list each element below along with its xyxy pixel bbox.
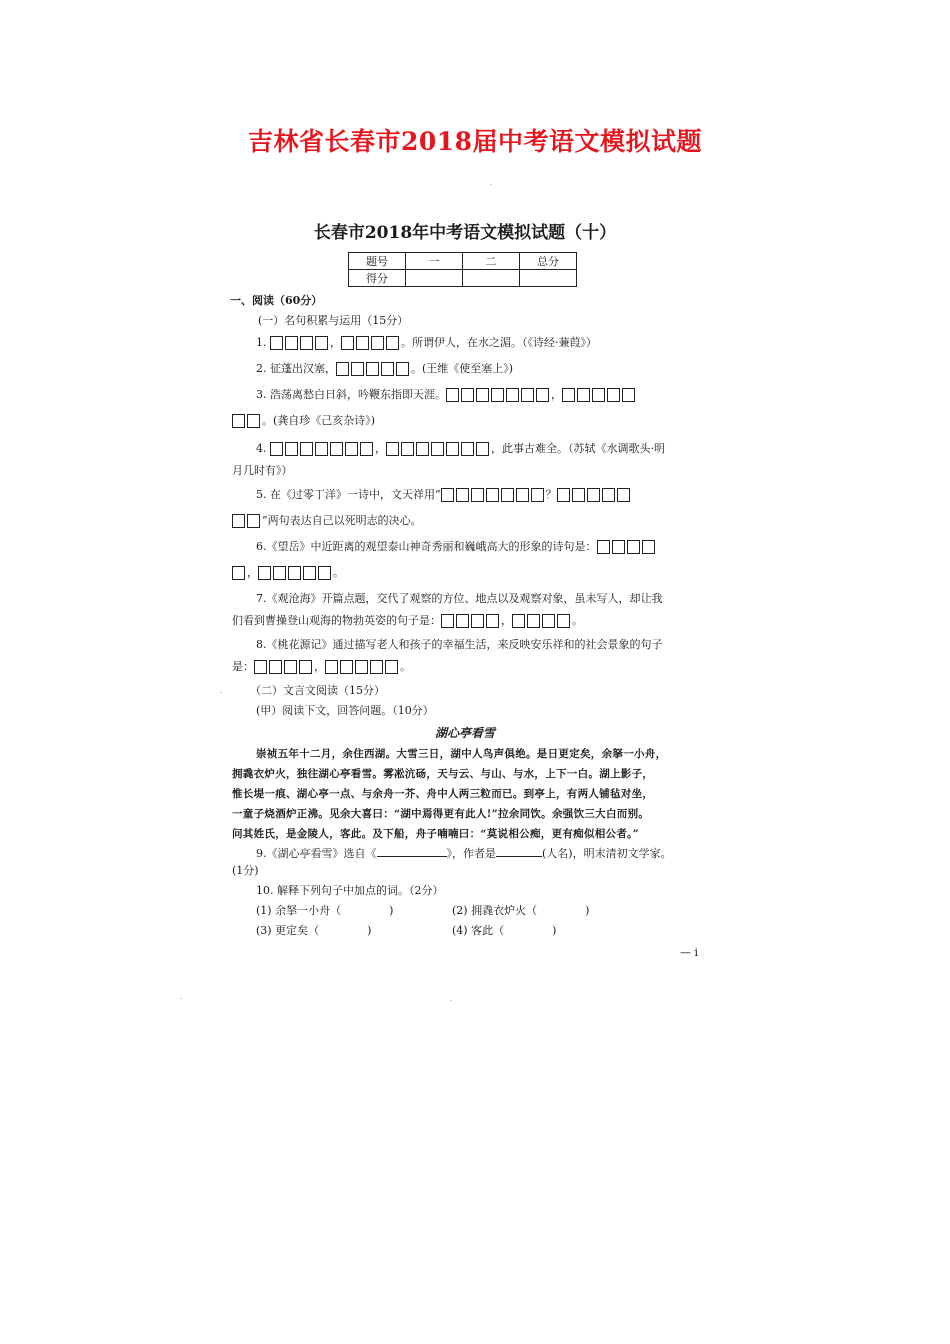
subsection-heading: （二）文言文阅读（15分） [250, 684, 385, 697]
item-text: ) [585, 904, 590, 917]
passage-line: 崇祯五年十二月，余住西湖。大雪三日，湖中人鸟声俱绝。是日更定矣，余拏一小舟， [256, 748, 667, 760]
question-10-item [452, 924, 556, 938]
item-text: ) [367, 924, 372, 937]
document-title: 吉林省长春市2018届中考语文模拟试题 [247, 127, 703, 156]
question-10-item [256, 904, 393, 918]
page-mark: — i [680, 946, 699, 959]
question-text: ，此事古难全。（苏轼《水调歌头·明 [491, 442, 665, 455]
question-text: 2. 征蓬出汉塞， [256, 362, 336, 375]
passage-line: 一童子烧酒炉正沸。见余大喜曰：“湖中焉得更有此人!”拉余同饮。余强饮三大白而别。 [232, 808, 650, 820]
question-9 [256, 846, 672, 861]
score-table-cell [463, 270, 520, 287]
score-table-cell [406, 270, 463, 287]
item-text: (3) 更定矣（ [256, 924, 320, 937]
scan-speck: · [220, 690, 222, 697]
question-6 [256, 540, 657, 554]
item-text: (1) 余拏一小舟（ [256, 904, 342, 917]
question-text: 是： [232, 660, 254, 673]
question-text: 。(王维《使至塞上》) [411, 362, 514, 375]
item-text: (2) 拥毳衣炉火（ [452, 904, 538, 917]
answer-blank[interactable] [377, 846, 447, 857]
question-text: 。(龚自珍《己亥杂诗》) [262, 414, 376, 427]
question-text: 9.《湖心亭看雪》选自《 [256, 847, 377, 860]
score-table-cell: 一 [406, 253, 463, 270]
question-8: 8.《桃花源记》通过描写老人和孩子的幸福生活，来反映安乐祥和的社会景象的句子 [256, 638, 663, 651]
score-table-cell: 二 [463, 253, 520, 270]
passage-line: 问其姓氏，是金陵人，客此。及下船，舟子喃喃曰：“莫说相公痴，更有痴似相公者。” [232, 828, 640, 840]
question-text: 们看到曹操登山观海的物勃英姿的句子是： [232, 614, 441, 627]
question-9-cont: (1分) [232, 864, 259, 877]
scan-speck: · [490, 182, 492, 189]
question-1: 1. ， 。所谓伊人，在水之湄。（《诗经·蒹葭》） [256, 336, 597, 349]
question-10: 10. 解释下列句子中加点的词。（2分） [256, 884, 444, 897]
question-2 [256, 362, 513, 376]
answer-blank[interactable] [496, 846, 542, 857]
score-table-cell: 得分 [349, 270, 406, 287]
passage-title: 湖心亭看雪 [434, 726, 495, 740]
passage-line: 拥毳衣炉火，独往湖心亭看雪。雾凇沆砀，天与云、与山、与水，上下一白。湖上影子， [232, 768, 654, 780]
question-text: 3. 浩荡离愁白日斜，吟鞭东指即天涯。 [256, 388, 446, 401]
question-10-item [452, 904, 589, 918]
subsection-heading: (甲）阅读下文，回答问题。（10分） [256, 704, 434, 717]
question-6-cont: ， 。 [232, 566, 344, 580]
exam-title: 长春市2018年中考语文模拟试题（十） [313, 223, 617, 243]
scanned-exam-page [180, 182, 760, 1010]
question-5: 5. 在《过零丁洋》一诗中，文天祥用“ ？ [256, 488, 632, 502]
scan-speck: · [450, 998, 452, 1005]
question-text: 。所谓伊人，在水之湄。（《诗经·蒹葭》） [401, 336, 597, 349]
question-4-cont: 月几时有》） [232, 464, 293, 477]
question-text: 5. 在《过零丁洋》一诗中，文天祥用“ [256, 488, 441, 501]
question-4: 4. ， ，此事古难全。（苏轼《水调歌头·明 [256, 442, 665, 455]
question-3: 3. 浩荡离愁白日斜，吟鞭东指即天涯。 ， [256, 388, 637, 402]
item-text: ) [389, 904, 394, 917]
question-number: 4. [256, 442, 267, 455]
question-7: 7.《观沧海》开篇点题，交代了观察的方位、地点以及观察对象，虽未写人，却让我 [256, 592, 663, 605]
scan-speck: · [180, 996, 182, 1003]
score-table [348, 252, 577, 287]
section-heading: 一、阅读（60分） [230, 294, 323, 307]
question-10-item [256, 924, 371, 938]
question-7-cont: 们看到曹操登山观海的物勃英姿的句子是： ， 。 [232, 614, 583, 627]
score-table-cell: 题号 [349, 253, 406, 270]
question-5-cont [232, 514, 422, 528]
question-text: 6.《望岳》中近距离的观望泰山神奇秀丽和巍峨高大的形象的诗句是： [256, 540, 597, 553]
question-8-cont: 是： ， 。 [232, 660, 411, 673]
question-3-cont [232, 414, 375, 428]
question-text: (人名)，明末清初文学家。 [542, 847, 672, 860]
score-table-cell [520, 270, 577, 287]
question-number: 1. [256, 336, 267, 349]
question-text: 》，作者是 [446, 847, 496, 860]
item-text: (4) 客此（ [452, 924, 505, 937]
score-table-cell: 总分 [520, 253, 577, 270]
item-text: ) [552, 924, 557, 937]
question-text: ”两句表达自己以死明志的决心。 [262, 514, 422, 527]
subsection-heading: (一）名句积累与运用（15分） [258, 314, 409, 327]
passage-line: 惟长堤一痕、湖心亭一点、与余舟一芥、舟中人两三粒而已。到亭上，有两人铺毡对坐， [232, 788, 654, 800]
